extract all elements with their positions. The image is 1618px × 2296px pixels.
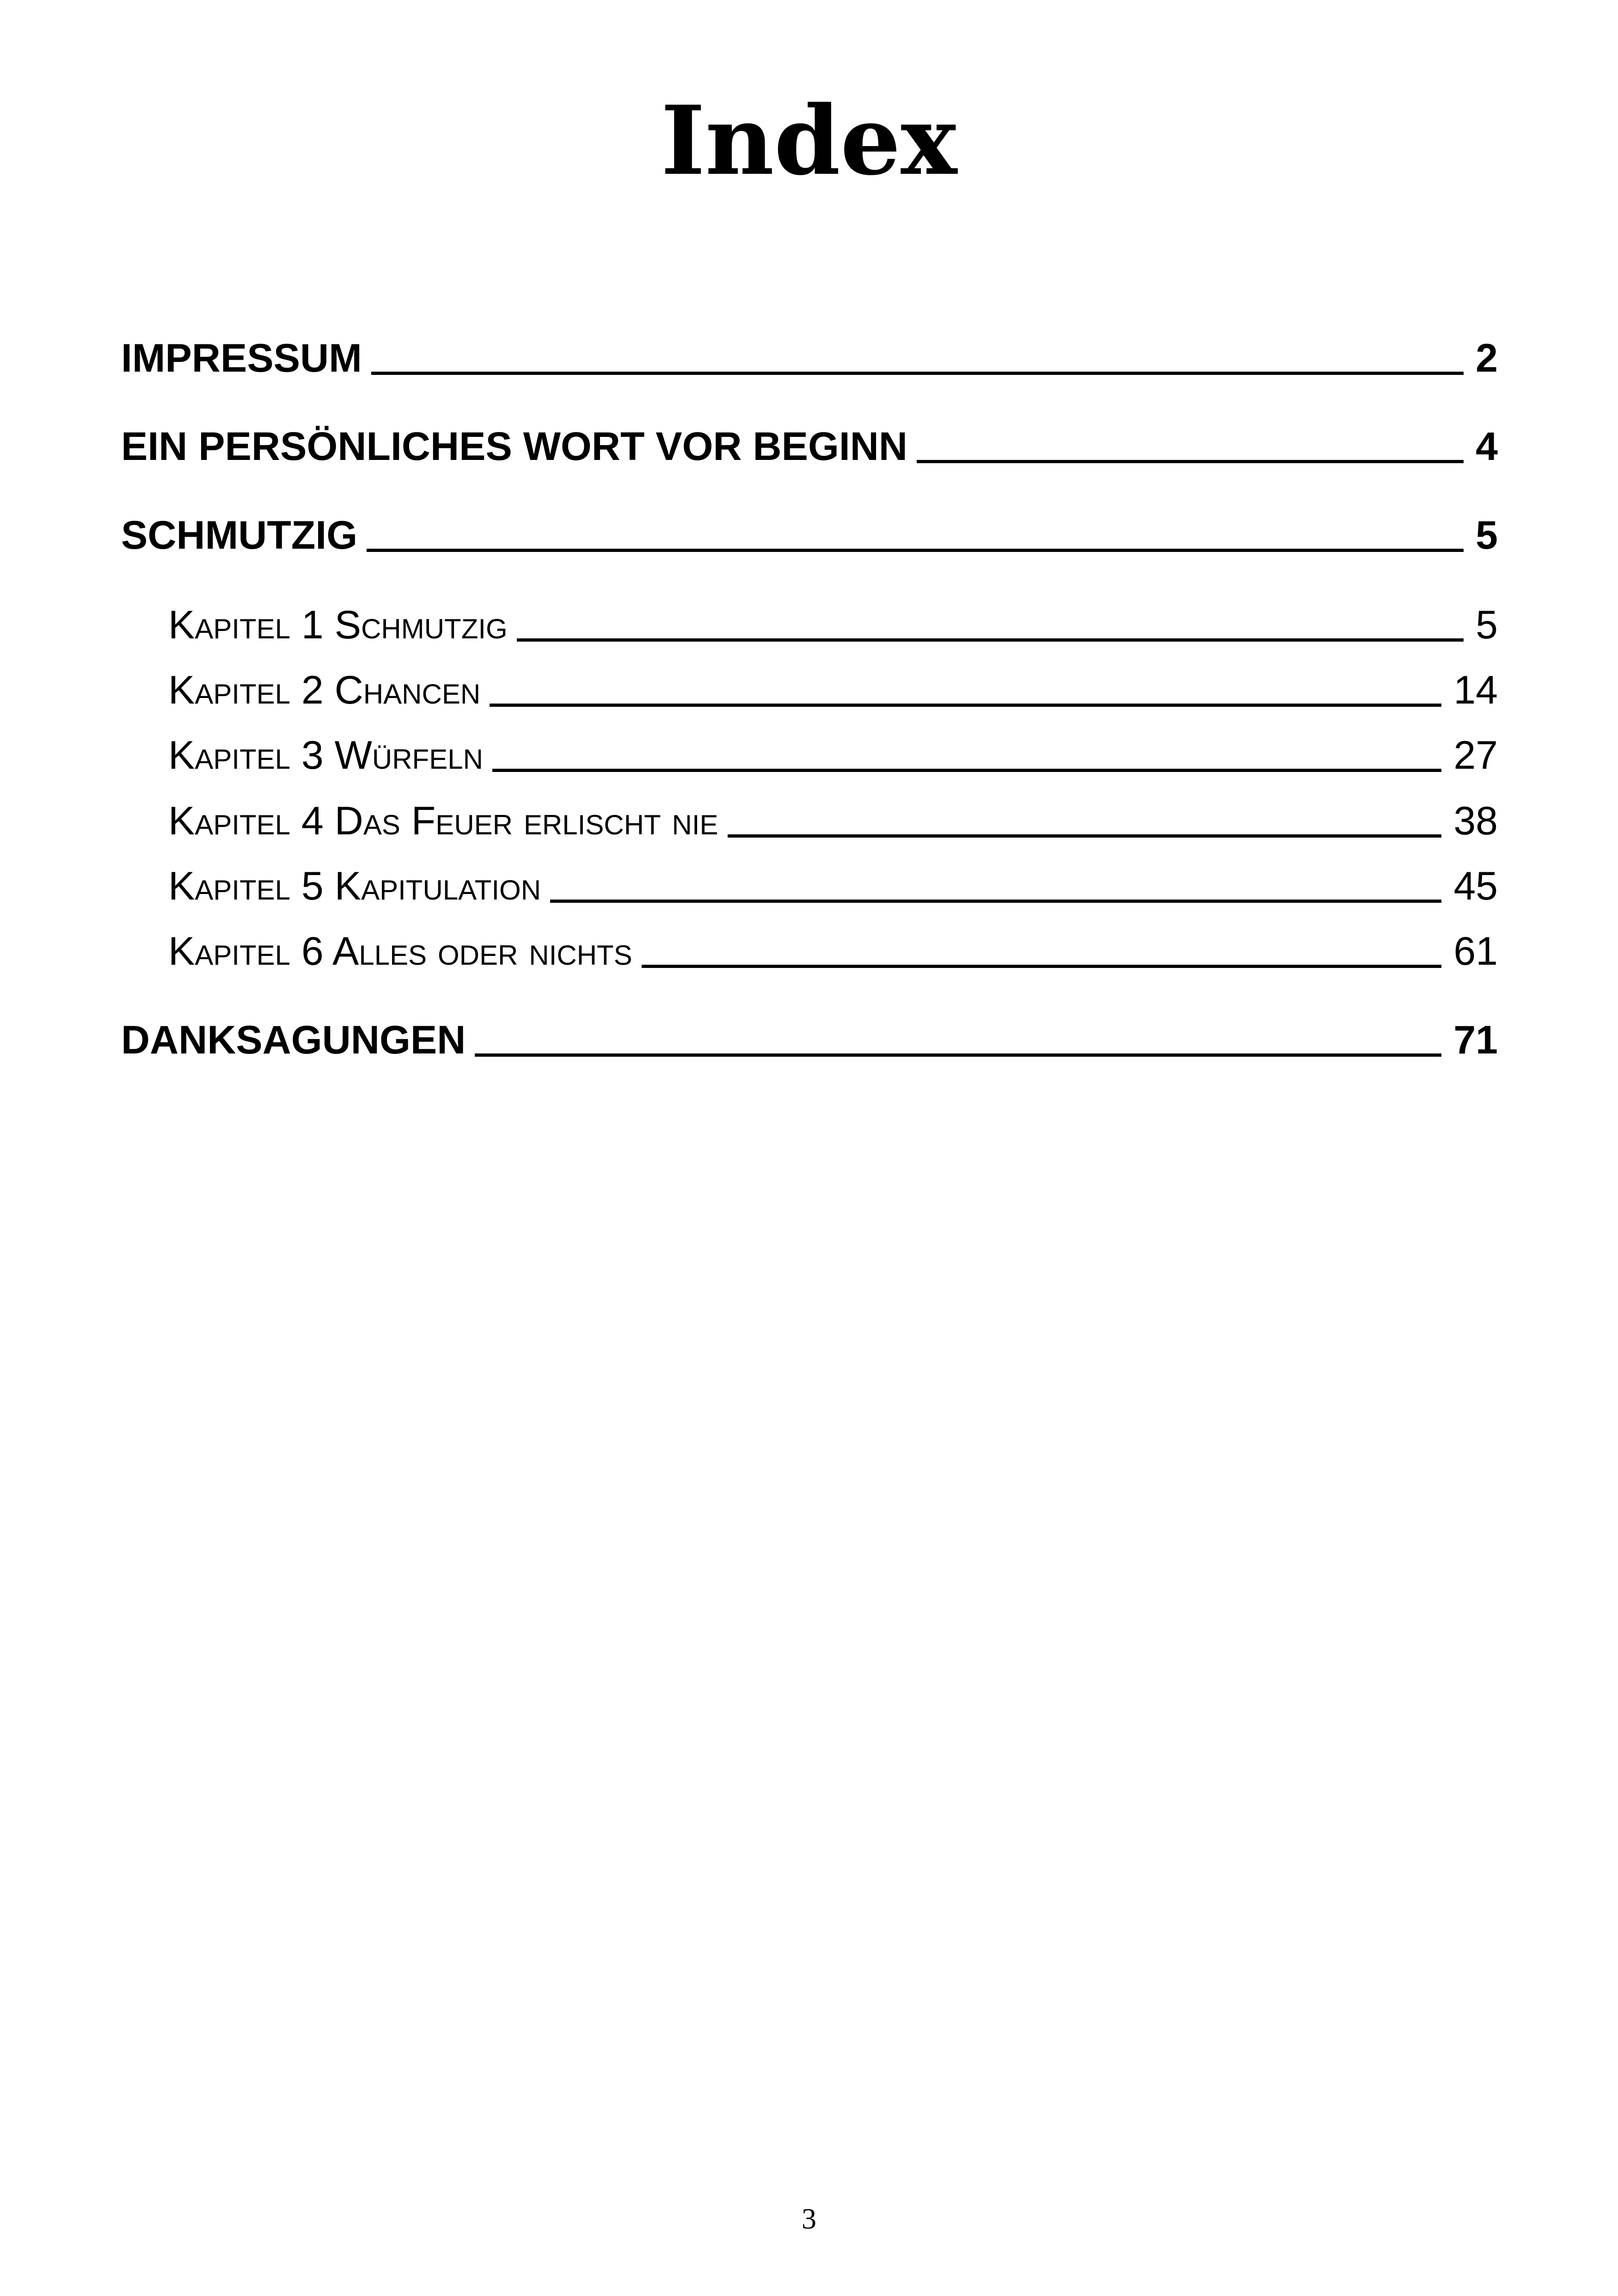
toc-entry-label: EIN PERSÖNLICHES WORT VOR BEGINN <box>121 424 908 469</box>
page-title: Index <box>661 86 957 196</box>
toc-leader-line <box>517 638 1464 642</box>
toc-leader-line <box>475 1053 1441 1057</box>
toc-entry-label: Kapitel 4 Das Feuer erlischt nie <box>168 799 718 843</box>
toc-leader-line <box>371 372 1464 375</box>
toc-entry-label: Kapitel 1 Schmutzig <box>168 603 508 647</box>
toc-leader-line <box>492 769 1441 772</box>
toc-entry-schmutzig[interactable] <box>121 508 1498 563</box>
toc-leader-line <box>917 460 1464 463</box>
toc-leader-line <box>490 704 1441 707</box>
toc-entry-label: Kapitel 6 Alles oder nichts <box>168 929 632 974</box>
toc-leader-line <box>728 834 1442 838</box>
toc-entry-kapitel-5[interactable] <box>168 858 1498 914</box>
toc-entry-page: 4 <box>1476 424 1498 469</box>
toc-leader-line <box>367 549 1464 552</box>
toc-entry-impressum[interactable] <box>121 331 1498 386</box>
toc-entry-kapitel-6[interactable] <box>168 924 1498 979</box>
toc-entry-label: IMPRESSUM <box>121 336 362 380</box>
toc-entry-page: 2 <box>1476 336 1498 380</box>
toc-entry-label: Kapitel 3 Würfeln <box>168 733 483 778</box>
toc-entry-page: 5 <box>1476 603 1498 647</box>
toc-entry-page: 38 <box>1453 799 1498 843</box>
toc-entry-kapitel-3[interactable] <box>168 728 1498 783</box>
toc-entry-kapitel-4[interactable] <box>168 793 1498 849</box>
toc-entry-danksagungen[interactable] <box>121 1012 1498 1068</box>
toc-entry-kapitel-1[interactable] <box>168 597 1498 653</box>
toc-entry-page: 61 <box>1453 929 1498 974</box>
toc-entry-label: Kapitel 5 Kapitulation <box>168 864 541 908</box>
toc-entry-label: SCHMUTZIG <box>121 513 358 557</box>
toc-entry-page: 14 <box>1453 668 1498 712</box>
toc-entry-label: DANKSAGUNGEN <box>121 1018 466 1062</box>
toc-entry-page: 45 <box>1453 864 1498 908</box>
page-number: 3 <box>802 2202 816 2235</box>
toc-entry-page: 5 <box>1476 513 1498 557</box>
toc-entry-page: 71 <box>1453 1018 1498 1062</box>
toc-entry-kapitel-2[interactable] <box>168 662 1498 718</box>
toc-entry-label: Kapitel 2 Chancen <box>168 668 481 712</box>
toc-leader-line <box>550 900 1441 903</box>
toc-leader-line <box>642 965 1442 968</box>
toc-entry-page: 27 <box>1453 733 1498 778</box>
toc-entry-persoenliches-wort[interactable] <box>121 419 1498 474</box>
